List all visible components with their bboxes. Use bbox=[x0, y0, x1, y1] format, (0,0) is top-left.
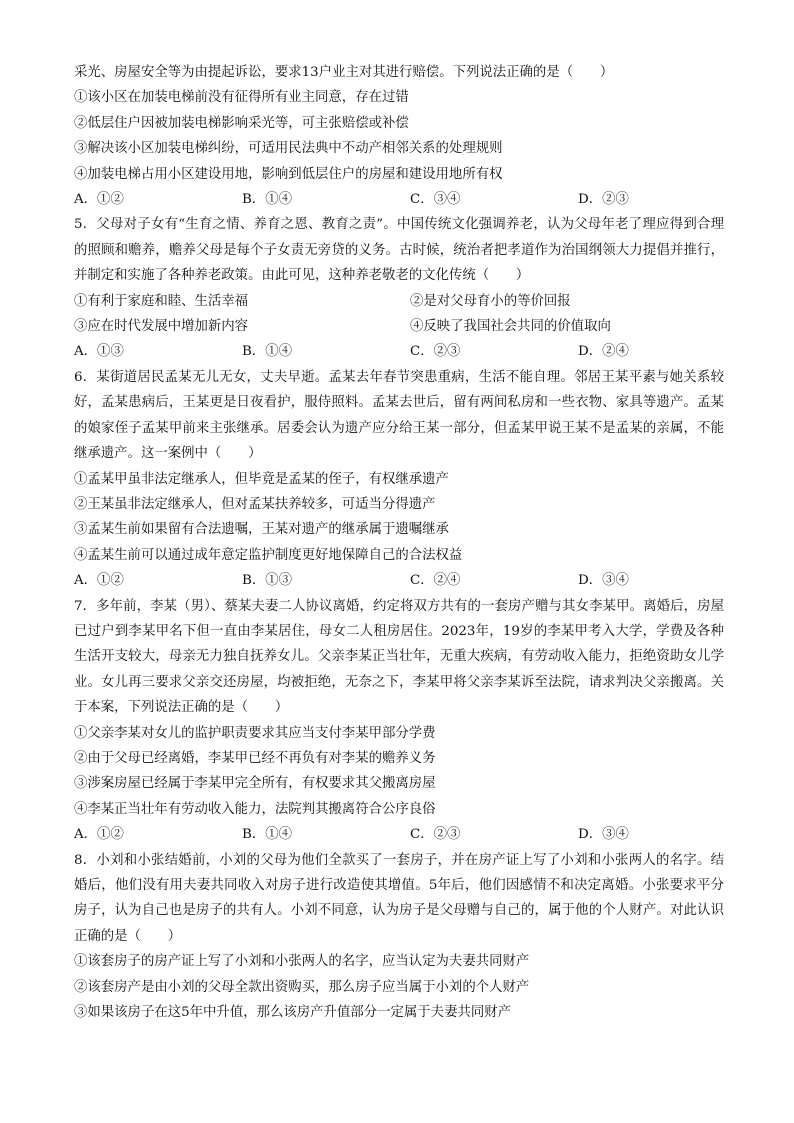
option-b: B．①④ bbox=[242, 192, 293, 208]
option-c: C．②④ bbox=[410, 573, 461, 589]
exam-page bbox=[74, 60, 724, 1025]
options-row bbox=[74, 339, 724, 364]
option-d: D．③④ bbox=[578, 827, 629, 843]
question-6 bbox=[74, 365, 724, 594]
statement: ②低层住户因被加装电梯影响采光等，可主张赔偿或补偿 bbox=[74, 115, 409, 131]
option-b: B．①④ bbox=[242, 344, 293, 360]
options-row bbox=[74, 568, 724, 593]
option-d: D．②③ bbox=[578, 192, 629, 208]
statement: ③如果该房子在这5年中升值，那么该房产升值部分一定属于夫妻共同财产 bbox=[74, 1005, 512, 1021]
question-stem: 6．某街道居民孟某无儿无女，丈夫早逝。孟某去年春节突患重病，生活不能自理。邻居王某平素与她关系较好，孟某患病后，王某更是日夜看护，服侍照料。孟某去世后，留有两间私房和一些衣物、家具等遗产。孟某的娘家侄子孟某甲前来主张继承。居委会认为遗产应分给王某一部分，但孟某甲说王某不是孟某的亲属，不能继承遗产。这一案例中（ ） bbox=[74, 369, 724, 462]
statement: ③解决该小区加装电梯纠纷，可适用民法典中不动产相邻关系的处理规则 bbox=[74, 141, 503, 157]
statement: ④李某正当壮年有劳动收入能力，法院判其搬离符合公序良俗 bbox=[74, 801, 436, 817]
options-row bbox=[74, 822, 724, 847]
question-4-tail bbox=[74, 60, 724, 212]
question-stem: 7．多年前，李某（男）、蔡某夫妻二人协议离婚，约定将双方共有的一套房产赠与其女李某甲。离婚后，房屋已过户到李某甲名下但一直由李某居住，母女二人租房居住。2023年，19岁的李某甲考入大学，学费及各种生活开支较大，母亲无力独自抚养女儿。父亲李某正当壮年，无重大疾病，有劳动收入能力，拒绝资助女儿学业。女儿再三要求父亲交还房屋，均被拒绝，无奈之下，李某甲将父亲李某诉至法院，请求判决父亲搬离。关于本案，下列说法正确的是（ ） bbox=[74, 598, 724, 716]
option-a: A．①② bbox=[74, 192, 124, 208]
question-7 bbox=[74, 594, 724, 848]
statement: ③涉案房屋已经属于李某甲完全所有，有权要求其父搬离房屋 bbox=[74, 776, 436, 792]
question-stem: 8．小刘和小张结婚前，小刘的父母为他们全款买了一套房子，并在房产证上写了小刘和小张两人的名字。结婚后，他们没有用夫妻共同收入对房子进行改造使其增值。5年后，他们因感情不和决定离婚。小张要求平分房子，认为自己也是房子的共有人。小刘不同意，认为房子是父母赠与自己的，属于他的个人财产。对此认识正确的是（ ） bbox=[74, 852, 724, 944]
statement: ①有利于家庭和睦、生活幸福 bbox=[74, 293, 249, 309]
question-stem: 采光、房屋安全等为由提起诉讼，要求13户业主对其进行赔偿。下列说法正确的是（ ） bbox=[74, 65, 614, 80]
option-c: C．②③ bbox=[410, 827, 461, 843]
statement: ①父亲李某对女儿的监护职责要求其应当支付李某甲部分学费 bbox=[74, 725, 436, 741]
option-c: C．②③ bbox=[410, 344, 461, 360]
statement: ②由于父母已经离婚，李某甲已经不再负有对李某的赡养义务 bbox=[74, 750, 436, 766]
statements-row bbox=[74, 289, 724, 314]
statement: ①孟某甲虽非法定继承人，但毕竟是孟某的侄子，有权继承遗产 bbox=[74, 471, 449, 487]
statement: ②王某虽非法定继承人，但对孟某扶养较多，可适当分得遗产 bbox=[74, 496, 436, 512]
statement: ①该小区在加装电梯前没有征得所有业主同意，存在过错 bbox=[74, 90, 409, 106]
option-d: D．③④ bbox=[578, 573, 629, 589]
statement: ②该套房产是由小刘的父母全款出资购买，那么房子应当属于小刘的个人财产 bbox=[74, 979, 530, 995]
question-5 bbox=[74, 212, 724, 364]
question-8 bbox=[74, 848, 724, 1026]
statement: ④反映了我国社会共同的价值取向 bbox=[410, 319, 611, 335]
statement: ④孟某生前可以通过成年意定监护制度更好地保障自己的合法权益 bbox=[74, 547, 463, 563]
question-stem: 5．父母对子女有“生育之情、养育之恩、教育之责”。中国传统文化强调养老，认为父母年老了理应得到合理的照顾和赡养，赡养父母是每个子女责无旁贷的义务。古时候，统治者把孝道作为治国纲领大力提倡并推行，并制定和实施了各种养老政策。由此可见，这种养老敬老的文化传统（ ） bbox=[74, 217, 724, 284]
options-row bbox=[74, 187, 724, 212]
option-b: B．①④ bbox=[242, 827, 293, 843]
option-a: A．①② bbox=[74, 827, 124, 843]
option-a: A．①③ bbox=[74, 344, 124, 360]
statement: ③应在时代发展中增加新内容 bbox=[74, 319, 249, 335]
option-c: C．③④ bbox=[410, 192, 461, 208]
statement: ③孟某生前如果留有合法遗嘱，王某对遗产的继承属于遗嘱继承 bbox=[74, 522, 449, 538]
statements-row bbox=[74, 314, 724, 339]
option-d: D．②④ bbox=[578, 344, 629, 360]
option-b: B．①③ bbox=[242, 573, 293, 589]
statement: ①该套房子的房产证上写了小刘和小张两人的名字，应当认定为夫妻共同财产 bbox=[74, 954, 530, 970]
statement: ②是对父母育小的等价回报 bbox=[410, 293, 571, 309]
option-a: A．①② bbox=[74, 573, 124, 589]
statement: ④加装电梯占用小区建设用地，影响到低层住户的房屋和建设用地所有权 bbox=[74, 166, 503, 182]
